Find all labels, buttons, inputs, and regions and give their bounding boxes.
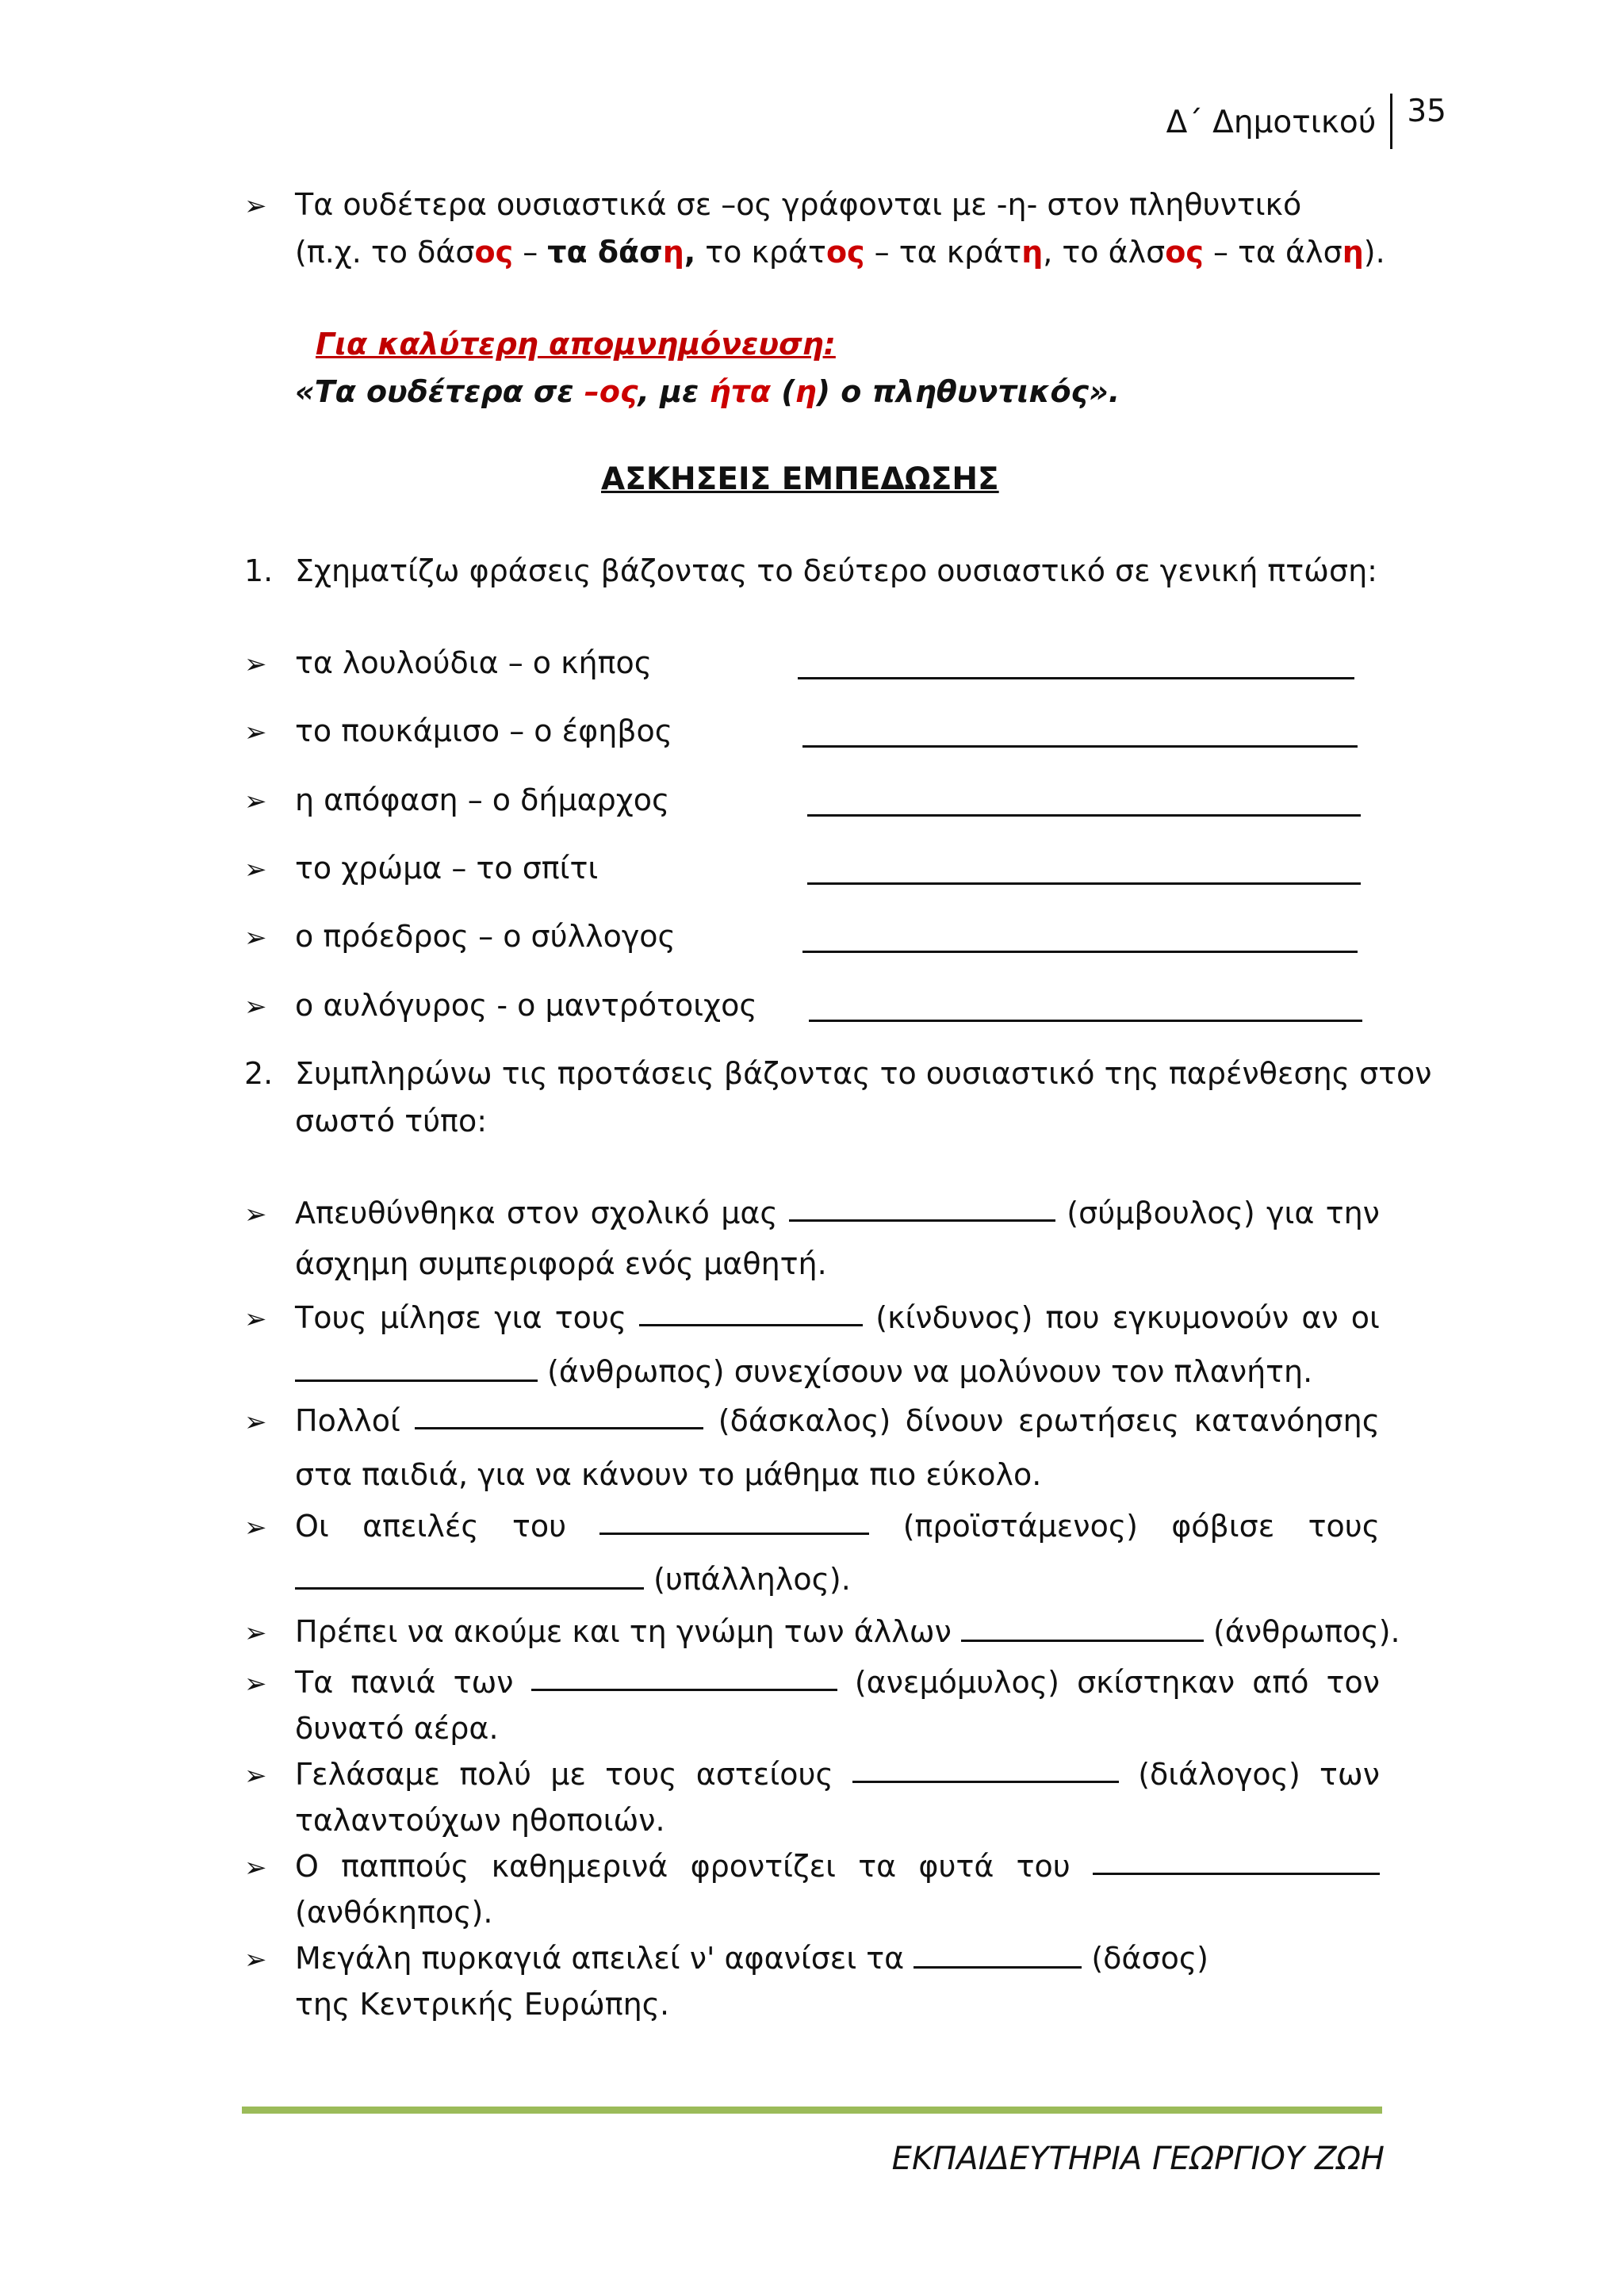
arrowhead-bullet-icon: ➢ (244, 1512, 267, 1544)
arrowhead-bullet-icon: ➢ (244, 922, 267, 954)
arrowhead-bullet-icon: ➢ (244, 1852, 267, 1884)
arrowhead-bullet-icon: ➢ (244, 1303, 267, 1335)
sentence-8: Ο παππούς καθημερινά φροντίζει τα φυτά του (295, 1849, 1380, 1884)
footer-text: ΕΚΠΑΙΔΕΥΤΗΡΙΑ ΓΕΩΡΓΙΟΥ ΖΩΗ (891, 2141, 1385, 2177)
section-title: ΑΣΚΗΣΕΙΣ ΕΜΠΕΔΩΣΗΣ (601, 461, 999, 497)
sentence-1: Απευθύνθηκα στον σχολικό μας (σύμβουλος) για την (295, 1196, 1380, 1230)
sentence-9-line2: της Κεντρικής Ευρώπης. (295, 1987, 670, 2022)
memo-title: Για καλύτερη απομνημόνευση: (316, 327, 836, 362)
sentence-6: Τα πανιά των (ανεμόμυλος) σκίστηκαν από τον (295, 1665, 1380, 1700)
sentence-6-line2: δυνατό αέρα. (295, 1711, 499, 1746)
answer-blank[interactable] (295, 1356, 538, 1382)
answer-blank[interactable] (789, 1196, 1055, 1222)
exercise1-item: ο πρόεδρος – ο σύλλογος (295, 919, 676, 954)
sentence-1-line2: άσχημη συμπεριφορά ενός μαθητή. (295, 1246, 827, 1281)
exercise1-number: 1. (244, 553, 274, 588)
answer-blank[interactable] (798, 653, 1354, 679)
answer-blank[interactable] (914, 1942, 1082, 1969)
exercise1-instruction: Σχηματίζω φράσεις βάζοντας το δεύτερο ουσιαστικό σε γενική πτώση: (295, 553, 1377, 588)
exercise1-item: η απόφαση – ο δήμαρχος (295, 783, 670, 817)
sentence-9: Μεγάλη πυρκαγιά απειλεί ν' αφανίσει τα (δάσος) (295, 1941, 1208, 1976)
arrowhead-bullet-icon: ➢ (244, 854, 267, 886)
exercise1-item: τα λουλούδια – ο κήπος (295, 645, 653, 680)
sentence-3: Πολλοί (δάσκαλος) δίνουν ερωτήσεις κατανόησης (295, 1403, 1380, 1438)
answer-blank[interactable] (802, 927, 1358, 953)
header-title: Δ΄ Δημοτικού (1166, 94, 1393, 149)
arrowhead-bullet-icon: ➢ (244, 649, 267, 680)
exercise1-item: το πουκάμισο – ο έφηβος (295, 714, 673, 748)
arrowhead-bullet-icon: ➢ (244, 1668, 267, 1700)
arrowhead-bullet-icon: ➢ (244, 1406, 267, 1438)
exercise2-instruction-line1: Συμπληρώνω τις προτάσεις βάζοντας το ουσιαστικό της παρένθεσης στον (295, 1056, 1432, 1091)
sentence-2-line2: (άνθρωπος) συνεχίσουν να μολύνουν τον πλανήτη. (295, 1354, 1312, 1389)
answer-blank[interactable] (1093, 1849, 1380, 1875)
sentence-7-line2: ταλαντούχων ηθοποιών. (295, 1803, 665, 1838)
answer-blank[interactable] (852, 1757, 1119, 1783)
page-number: 35 (1407, 94, 1446, 129)
answer-blank[interactable] (639, 1300, 863, 1326)
answer-blank[interactable] (802, 721, 1358, 748)
sentence-8-line2: (ανθόκηπος). (295, 1895, 493, 1930)
arrowhead-bullet-icon: ➢ (244, 1760, 267, 1792)
sentence-5: Πρέπει να ακούμε και τη γνώμη των άλλων (άνθρωπος). (295, 1614, 1400, 1649)
footer-divider (242, 2107, 1382, 2114)
answer-blank[interactable] (599, 1509, 869, 1535)
sentence-4: Οι απειλές του (προϊστάμενος) φόβισε τους (295, 1509, 1380, 1544)
arrowhead-bullet-icon: ➢ (244, 1199, 267, 1230)
memo-rule: «Τα ουδέτερα σε –ος, με ήτα (η) ο πληθυντικός». (295, 374, 1120, 409)
rule-example: (π.χ. το δάσος – τα δάση, το κράτος – τα κράτη, το άλσος – τα άλση). (295, 235, 1385, 270)
exercise1-item: το χρώμα – το σπίτι (295, 851, 599, 886)
arrowhead-bullet-icon: ➢ (244, 1944, 267, 1976)
rule-line1: Τα ουδέτερα ουσιαστικά σε –ος γράφονται με -η- στον πληθυντικό (295, 187, 1302, 222)
arrowhead-bullet-icon: ➢ (244, 1617, 267, 1649)
arrowhead-bullet-icon: ➢ (244, 190, 267, 222)
sentence-3-line2: στα παιδιά, για να κάνουν το μάθημα πιο εύκολο. (295, 1457, 1042, 1492)
sentence-7: Γελάσαμε πολύ με τους αστείους (διάλογος) των (295, 1757, 1380, 1792)
answer-blank[interactable] (531, 1665, 837, 1691)
arrowhead-bullet-icon: ➢ (244, 786, 267, 817)
exercise1-item: ο αυλόγυρος - ο μαντρότοιχος (295, 988, 757, 1023)
answer-blank[interactable] (807, 859, 1361, 885)
answer-blank[interactable] (809, 996, 1362, 1022)
exercise2-instruction-line2: σωστό τύπο: (295, 1104, 487, 1138)
arrowhead-bullet-icon: ➢ (244, 717, 267, 748)
answer-blank[interactable] (807, 790, 1361, 817)
arrowhead-bullet-icon: ➢ (244, 991, 267, 1023)
answer-blank[interactable] (295, 1563, 644, 1590)
exercise2-number: 2. (244, 1056, 274, 1091)
answer-blank[interactable] (961, 1616, 1204, 1642)
sentence-2: Τους μίλησε για τους (κίνδυνος) που εγκυμονούν αν οι (295, 1300, 1380, 1335)
sentence-4-line2: (υπάλληλος). (295, 1562, 851, 1597)
answer-blank[interactable] (415, 1403, 703, 1429)
page-header (1166, 94, 1446, 149)
